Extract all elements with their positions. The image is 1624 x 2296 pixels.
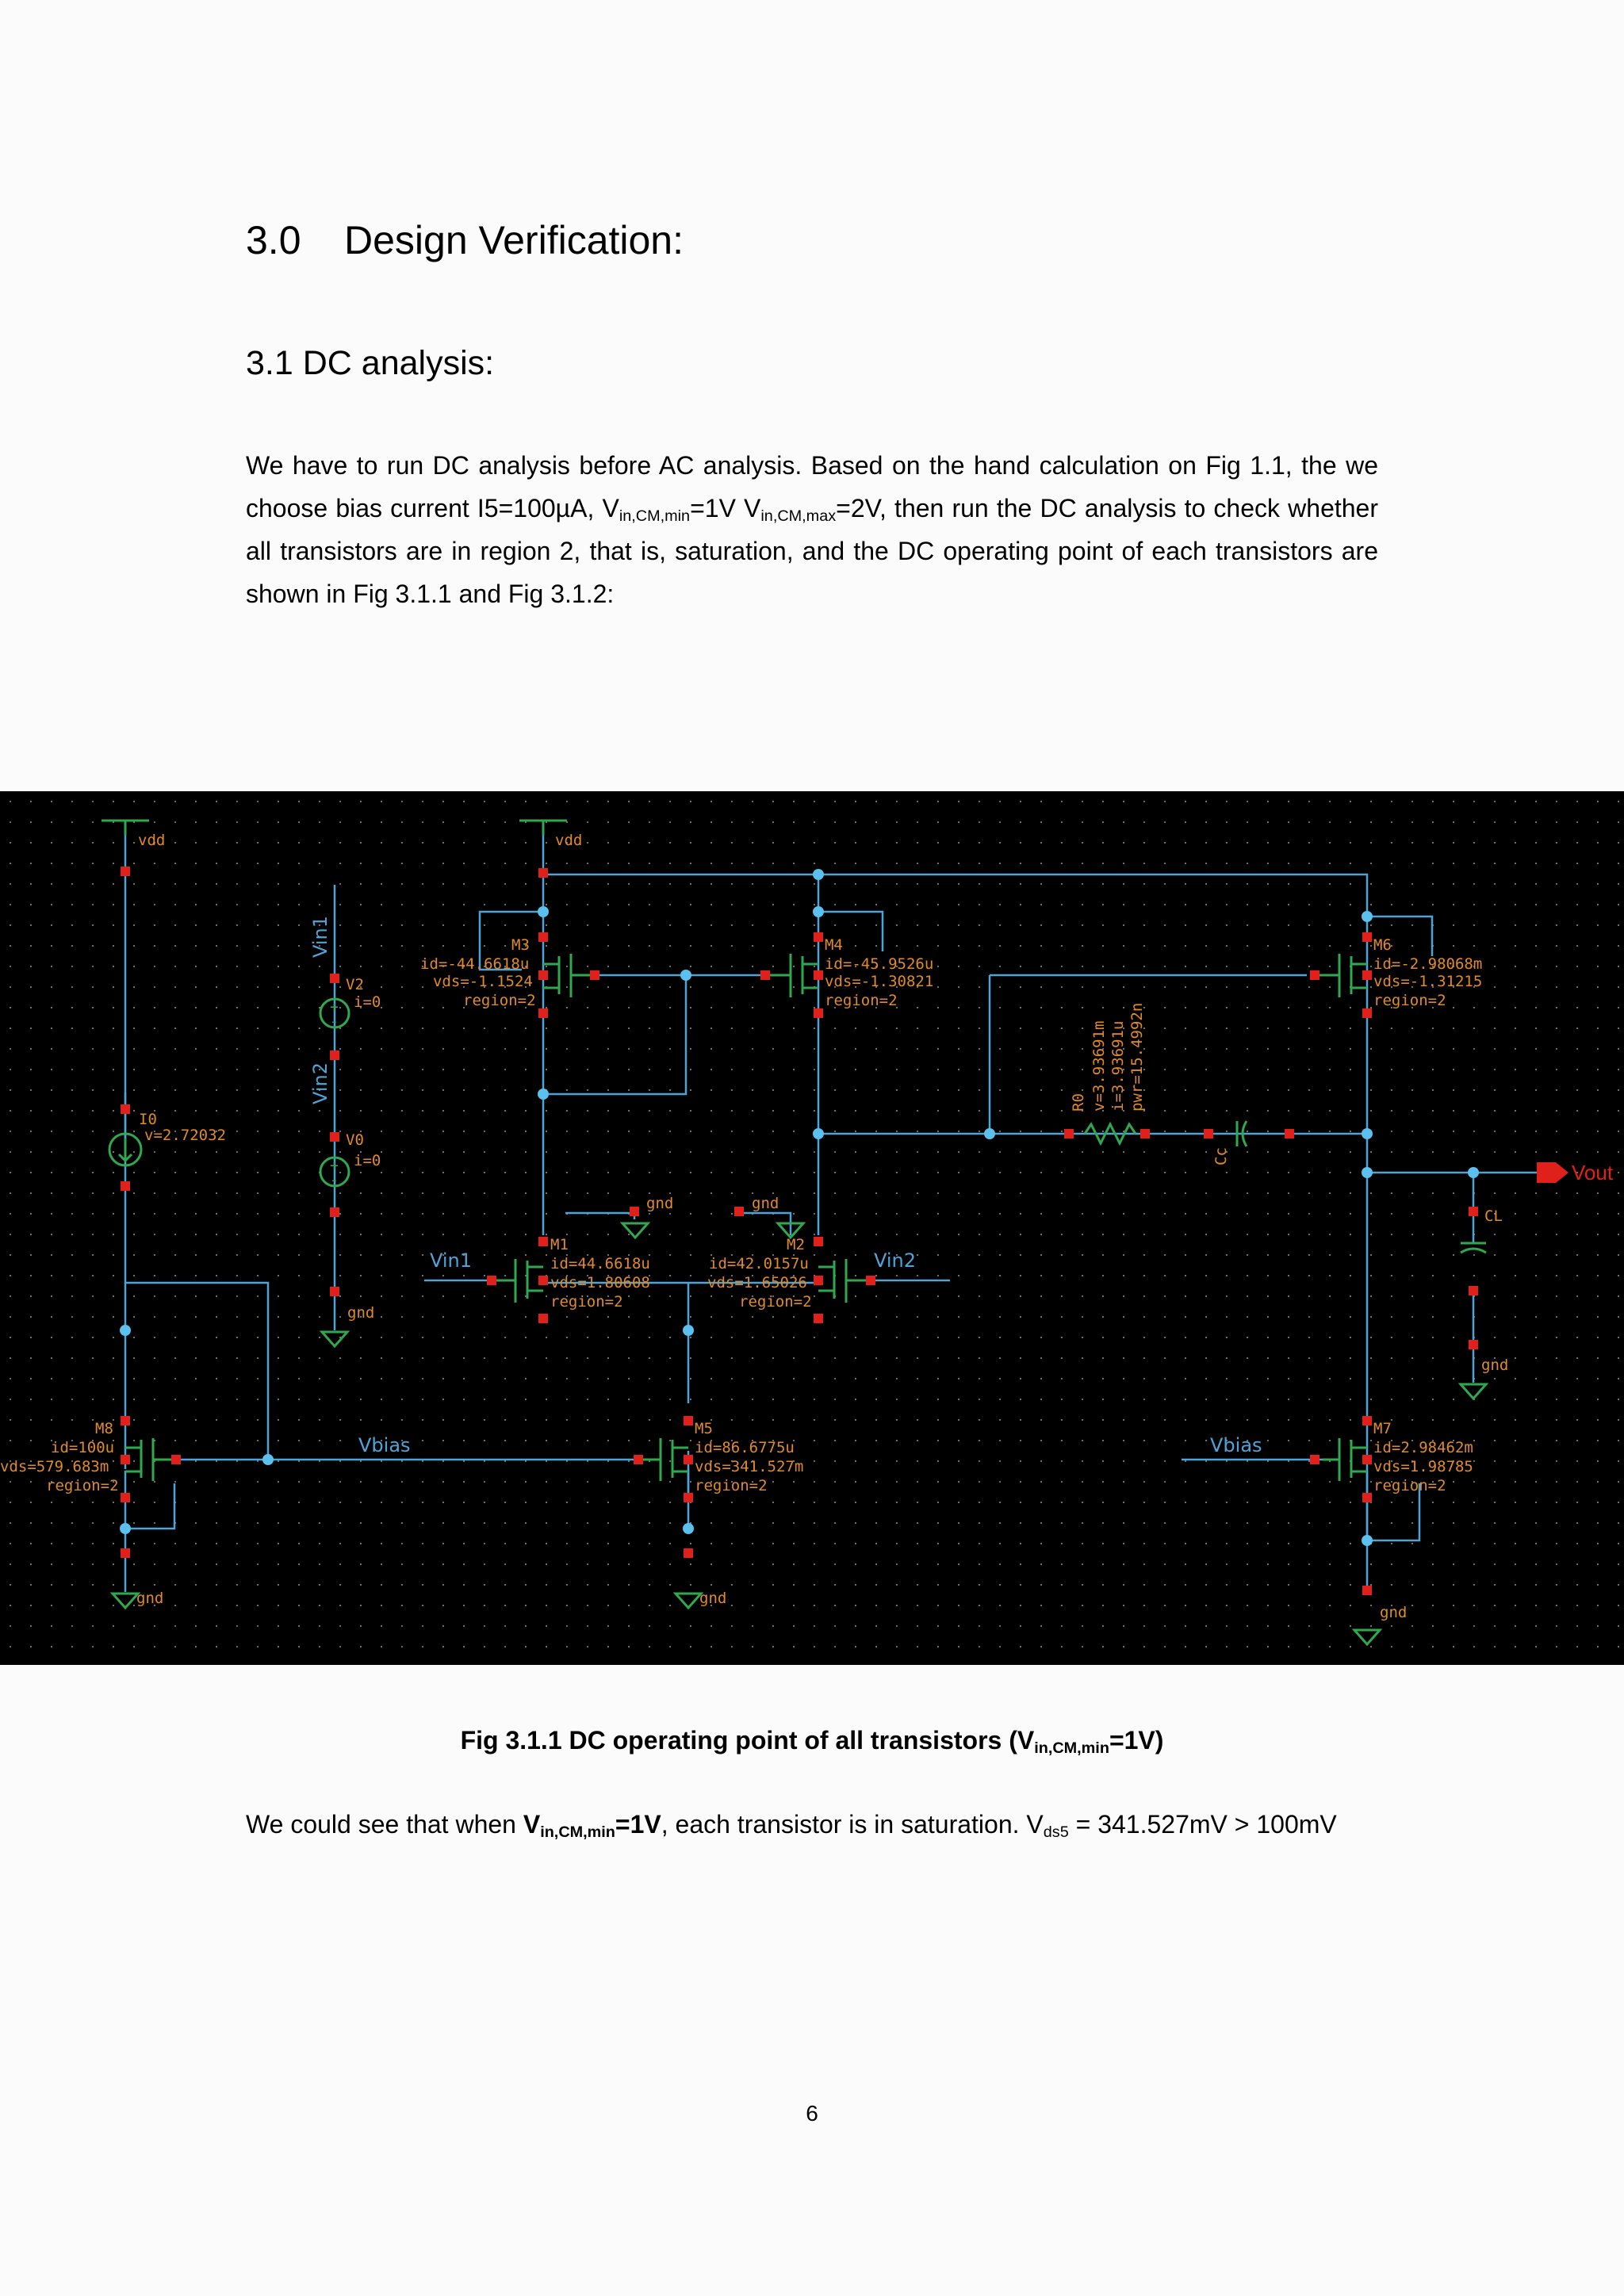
m6-id: id=-2.98068m: [1373, 955, 1483, 973]
vout-label: Vout: [1572, 1161, 1614, 1184]
m8-id: id=100u: [51, 1439, 115, 1456]
paragraph-text-1: We have to run DC analysis before AC analysis. Based on the hand calculation on Fig 1.1, the we choose bias current I5=100µA, V: [246, 451, 1378, 522]
cc-name: Cc: [1212, 1147, 1230, 1165]
m4-region: region=2: [825, 992, 898, 1009]
caption-tail: =1V): [1109, 1726, 1164, 1755]
m2-name: M2: [787, 1236, 805, 1253]
cl-name: CL: [1484, 1207, 1503, 1225]
i0-name: I0: [139, 1111, 157, 1128]
m4-id: id=-45.9526u: [825, 955, 934, 973]
after-pre: We could see that when: [246, 1810, 523, 1839]
gnd-m1-label: gnd: [646, 1195, 674, 1212]
section-heading: [246, 212, 684, 268]
v2-name: V2: [346, 976, 364, 993]
m2-id: id=42.0157u: [709, 1255, 809, 1272]
paragraph-sub-2: in,CM,max: [760, 507, 837, 525]
vbias-net-label-right: Vbias: [1210, 1434, 1262, 1456]
figure-caption: [0, 1722, 1624, 1758]
schematic-figure: [0, 791, 1624, 1665]
vin2-net-label: Vin2: [874, 1249, 917, 1272]
m7-id: id=2.98462m: [1373, 1439, 1473, 1456]
after-sub: ds5: [1043, 1823, 1069, 1841]
m5-id: id=86.6775u: [695, 1439, 795, 1456]
m1-region: region=2: [550, 1293, 623, 1311]
section-number: 3.0: [246, 218, 301, 262]
r0-pwr: pwr=15.4992n: [1128, 1002, 1146, 1112]
m7-vds: vds=1.98785: [1373, 1458, 1473, 1475]
r0-name: R0: [1070, 1093, 1087, 1112]
m6-region: region=2: [1373, 992, 1446, 1009]
m1-name: M1: [550, 1236, 569, 1253]
v0-i: i=0: [354, 1152, 381, 1169]
m3-vds: vds=-1.1524: [433, 973, 533, 990]
page-number: 6: [806, 2101, 818, 2126]
r0-v: v=3.93691m: [1090, 1020, 1108, 1112]
m2-vds: vds=1.65026: [707, 1274, 807, 1292]
after-post: = 341.527mV > 100mV: [1068, 1810, 1337, 1839]
m8-name: M8: [95, 1420, 113, 1437]
m7-name: M7: [1373, 1420, 1392, 1437]
caption-text: Fig 3.1.1 DC operating point of all transistors (V: [460, 1726, 1035, 1755]
schematic-svg: [0, 791, 1624, 1665]
m8-vds: vds=579.683m: [0, 1458, 109, 1475]
paragraph-text-2: =1V V: [690, 494, 761, 522]
m7-region: region=2: [1373, 1477, 1446, 1494]
m1-id: id=44.6618u: [550, 1255, 650, 1272]
m5-name: M5: [695, 1420, 713, 1437]
m4-name: M4: [825, 936, 843, 954]
grid-dots: [0, 791, 1624, 1665]
conclusion-sentence: [246, 1806, 1337, 1843]
gnd-m5-label: gnd: [699, 1590, 727, 1607]
i0-v: v=2.72032: [144, 1127, 226, 1144]
m8-region: region=2: [46, 1477, 119, 1494]
svg-text:-: -: [330, 1172, 339, 1188]
vin1-net-label: Vin1: [430, 1249, 473, 1272]
caption-sub: in,CM,min: [1034, 1739, 1109, 1757]
svg-text:-: -: [330, 1013, 339, 1030]
after-bold-v: V: [523, 1810, 541, 1839]
gnd-m8-label: gnd: [136, 1590, 164, 1607]
m2-region: region=2: [739, 1293, 812, 1311]
subsection-heading: 3.1 DC analysis:: [246, 344, 495, 382]
paragraph-sub-1: in,CM,min: [619, 507, 691, 525]
m6-name: M6: [1373, 936, 1392, 954]
gnd-m7-label: gnd: [1380, 1604, 1408, 1621]
v2-i: i=0: [354, 993, 381, 1011]
m5-region: region=2: [695, 1477, 768, 1494]
paragraph-text-3: =2V, then run the DC analysis to check whether all transistors are in region 2, that is, saturation, and the DC operating point of each transistors are shown in Fig 3.1.1 and Fig 3.1.2:: [246, 494, 1379, 608]
m5-vds: vds=341.527m: [695, 1458, 804, 1475]
svg-text:+: +: [330, 999, 339, 1016]
vin2-source-label: Vin2: [309, 1062, 331, 1104]
body-paragraph: [246, 444, 1378, 615]
m3-id: id=-44.6618u: [420, 955, 530, 973]
m3-name: M3: [511, 936, 530, 954]
vdd-main-label: vdd: [555, 832, 583, 849]
after-mid: , each transistor is in saturation. V: [661, 1810, 1044, 1839]
section-title: Design Verification:: [344, 218, 684, 262]
m3-region: region=2: [463, 992, 536, 1009]
gnd-vin-label: gnd: [347, 1304, 375, 1322]
m4-vds: vds=-1.30821: [825, 973, 934, 990]
v0-name: V0: [346, 1131, 364, 1149]
vbias-net-label-left: Vbias: [358, 1434, 411, 1456]
m1-vds: vds=1.80608: [550, 1274, 650, 1292]
after-bold: [523, 1810, 661, 1839]
gnd-cl-label: gnd: [1481, 1357, 1509, 1374]
svg-text:+: +: [330, 1158, 339, 1174]
after-bold-tail: =1V: [615, 1810, 661, 1839]
m6-vds: vds=-1.31215: [1373, 973, 1483, 990]
gnd-m2-label: gnd: [752, 1195, 779, 1212]
vin1-source-label: Vin1: [309, 915, 331, 958]
after-bold-sub: in,CM,min: [540, 1823, 615, 1841]
r0-i: i=3.93691u: [1109, 1020, 1127, 1112]
vdd-left-label: vdd: [138, 832, 166, 849]
